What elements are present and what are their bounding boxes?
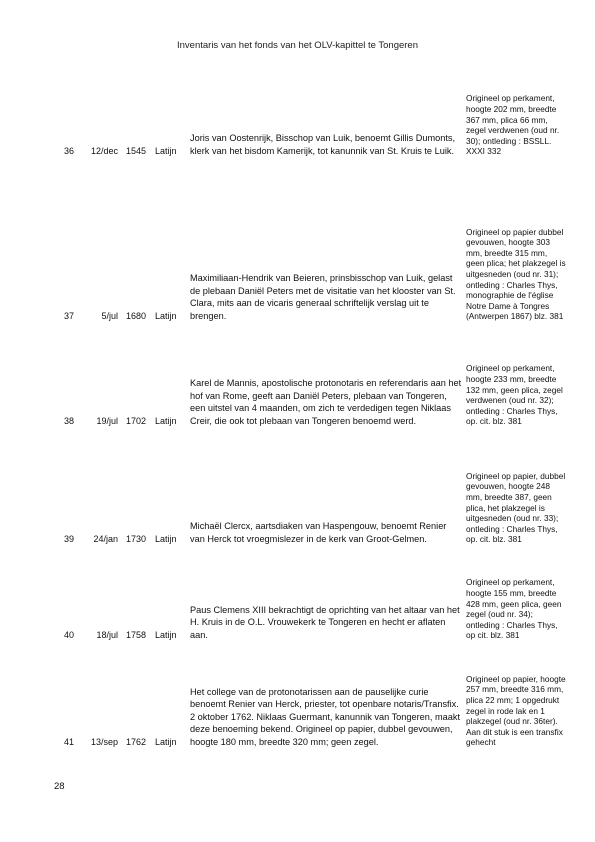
table-row (0, 72, 595, 157)
item-description: Maximiliaan-Hendrik van Beieren, prinsbisschop van Luik, gelast de plebaan Daniël Peters met de visitatie van het klooster van St. Clara, mits aan de vicaris generaal schriftelijk verslag uit te brengen. (190, 273, 456, 321)
item-physical-description: Origineel op perkament, hoogte 202 mm, breedte 367 mm, plica 66 mm, zegel verdwenen (oud nr. 30); ontleding : BSSLL. XXXI 332 (466, 93, 560, 157)
item-description: Joris van Oostenrijk, Bisschop van Luik, benoemt Gillis Dumonts, klerk van het bisdom Kamerijk, tot kanunnik van St. Kruis te Luik. (190, 133, 456, 156)
table-row (0, 331, 595, 427)
item-year: 1702 (125, 415, 146, 426)
item-physical-description: Origineel op papier dubbel gevouwen, hoogte 303 mm, breedte 315 mm, geen plica; het plakzegel is uitgesneden (oud nr. 31); ontleding : Charles Thys, monographie de l'église Notre Dame à Tongres (Antwerpen 1867) blz. 381 (466, 226, 566, 322)
item-language: Latijn (155, 415, 177, 426)
item-physical-description: Origineel op papier, hoogte 257 mm, breedte 316 mm, plica 22 mm; 1 opgedrukt zegel in rode lak en 1 plakzegel (oud nr. 36ter). Aan dit stuk is een transfix gehecht (466, 673, 566, 748)
item-year: 1758 (125, 629, 146, 640)
item-year: 1762 (125, 736, 146, 747)
item-description: Paus Clemens XIII bekrachtigt de oprichting van het altaar van het H. Kruis in de O.L. Vrouwekerk te Tongeren en hecht er aflaten aan. (190, 604, 460, 640)
item-year: 1730 (125, 533, 146, 544)
item-number: 38 (63, 415, 74, 426)
table-row (0, 650, 595, 748)
item-year: 1545 (125, 145, 146, 156)
item-number: 39 (63, 533, 74, 544)
item-language: Latijn (155, 145, 177, 156)
item-number: 36 (63, 145, 74, 156)
item-language: Latijn (155, 533, 177, 544)
item-date: 12/dec (90, 145, 118, 156)
item-number: 37 (63, 310, 74, 321)
item-description: Het college van de protonotarissen aan de pauselijke curie benoemt Renier van Herck, priester, tot openbare notaris/Transfix. 2 oktober 1762. Niklaas Guermant, kanunnik van Tongeren, maakt deze benoeming bekend. Origineel op papier, dubbel gevouwen, hoogte 180 mm, breedte 320 mm; geen zegel. (190, 686, 460, 747)
item-date: 5/jul (101, 310, 118, 321)
item-date: 18/jul (96, 629, 118, 640)
item-physical-description: Origineel op perkament, hoogte 233 mm, breedte 132 mm, geen plica, zegel verdwenen (oud nr. 32); ontleding : Charles Thys, op. cit. blz. 381 (466, 363, 563, 427)
item-description: Michaël Clercx, aartsdiaken van Haspengouw, benoemt Renier van Herck tot vroegmislezer in de kerk van Groot-Gelmen. (190, 521, 447, 544)
item-number: 41 (63, 736, 74, 747)
table-row (0, 555, 595, 641)
table-row (0, 436, 595, 545)
item-number: 40 (63, 629, 74, 640)
item-physical-description: Origineel op papier, dubbel gevouwen, hoogte 248 mm, breedte 387, geen plica, het plakzegel is uitgesneden (oud nr. 33); ontleding : Charles Thys, op. cit. blz. 381 (466, 470, 566, 545)
item-language: Latijn (155, 310, 177, 321)
page-number: 28 (54, 781, 65, 792)
item-language: Latijn (155, 736, 177, 747)
item-date: 19/jul (96, 415, 118, 426)
table-row (0, 166, 595, 322)
page-header: Inventaris van het fonds van het OLV-kapittel te Tongeren (177, 40, 418, 51)
item-physical-description: Origineel op perkament, hoogte 155 mm, breedte 428 mm, geen plica, geen zegel (oud nr. 34); ontleding : Charles Thys, op cit. blz. 381 (466, 577, 562, 641)
item-date: 24/jan (93, 533, 118, 544)
item-date: 13/sep (90, 736, 118, 747)
item-year: 1680 (125, 310, 146, 321)
item-description: Karel de Mannis, apostolische protonotaris en referendaris aan het hof van Rome, geeft aan Daniël Peters, plebaan van Tongeren, een uitstel van 4 maanden, om zich te verdedigen tegen Niklaas Creir, die ook tot plebaan van Tongeren benoemd werd. (190, 378, 462, 426)
item-language: Latijn (155, 629, 177, 640)
